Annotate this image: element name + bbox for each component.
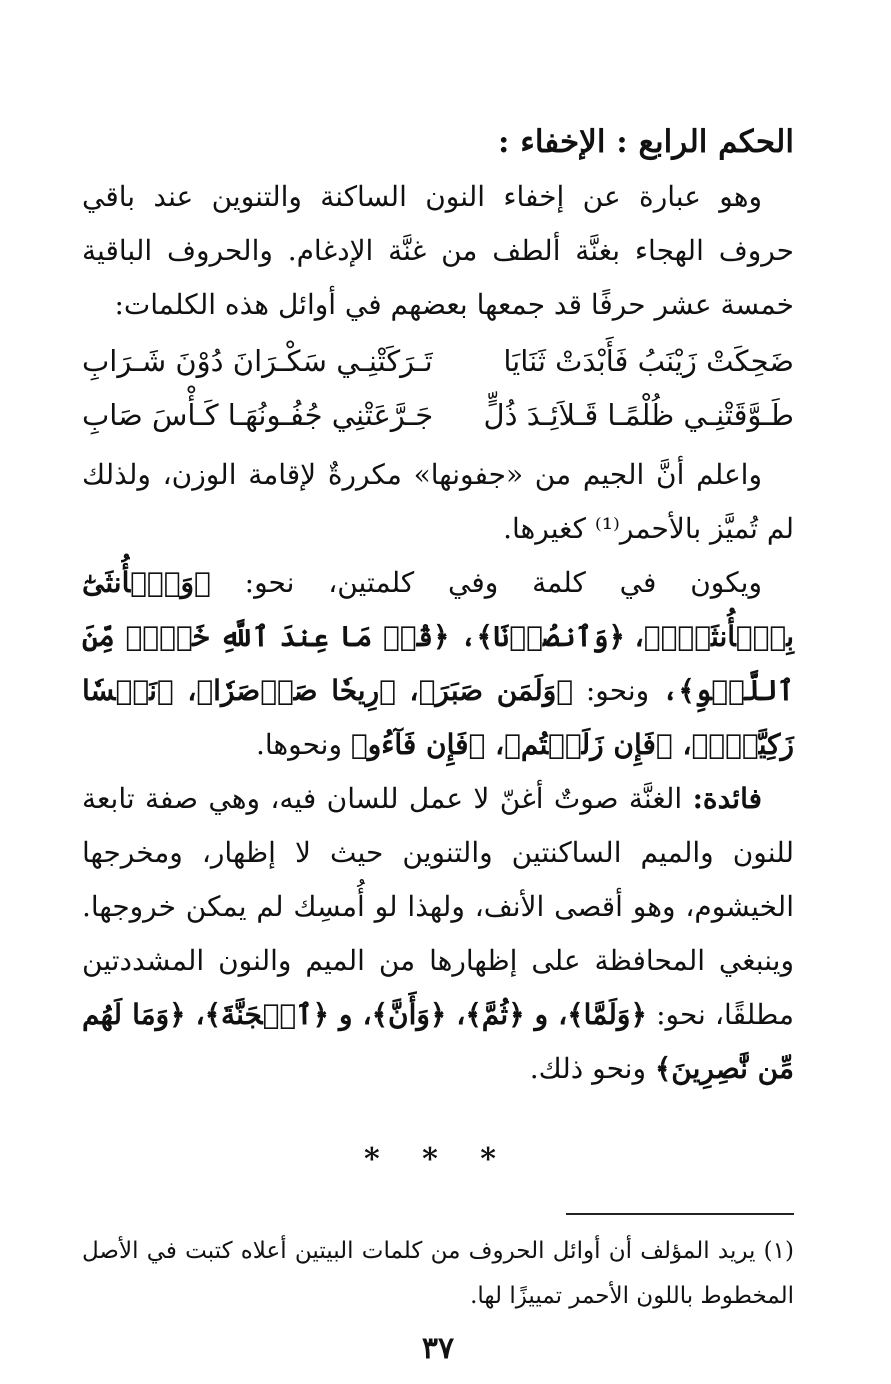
examples-end: ونحوها. bbox=[255, 728, 342, 761]
examples-paragraph bbox=[82, 556, 794, 772]
footnote: (١) يريد المؤلف أن أوائل الحروف من كلمات البيتين أعلاه كتبت في الأصل المخطوط باللون الأحمر تمييزًا لها. bbox=[82, 1238, 794, 1309]
faida-label: فائدة: bbox=[692, 782, 762, 815]
faida-quran-examples: ﴿وَلَمَّا﴾، و ﴿ثُمَّ﴾، ﴿وَأَنَّ﴾، و ﴿ٱلۡجَنَّةَ﴾، ﴿وَمَا لَهُم مِّن نَّٰصِرِينَ﴾ bbox=[82, 998, 794, 1085]
poem bbox=[82, 334, 794, 442]
poem-line-2-second-hemistich: جَـرَّعَتْنِي جُفُـونُهَـا كَـأْسَ صَابِ bbox=[82, 398, 434, 432]
book-page bbox=[82, 118, 795, 1366]
quran-example-1: ﴿وَٱلۡأُنثَىٰٓ بِٱلۡأُنثَىٰۚ﴾، bbox=[82, 566, 794, 653]
section-separator: * * * bbox=[364, 1142, 512, 1177]
examples-connector: ونحو: bbox=[585, 674, 650, 707]
poem-line-1-first-hemistich: ضَحِكَتْ زَيْنَبُ فَأَبْدَتْ ثَنَايَا bbox=[503, 344, 794, 378]
section-heading: الحكم الرابع : الإخفاء : bbox=[498, 124, 794, 160]
faida-end: ونحو ذلك. bbox=[529, 1052, 646, 1085]
quran-example-3: ﴿وَلَمَن صَبَرَ﴾، ﴿رِيحٗا صَرۡصَرٗا﴾، ﴿نَفۡسٗا زَكِيَّةَۢ﴾، ﴿فَإِن زَلَلۡتُم﴾، ﴿فَإِن فَآءُو﴾ bbox=[82, 674, 794, 761]
poem-line-2 bbox=[82, 388, 794, 442]
jeem-note-paragraph: واعلم أنَّ الجيم من «جفونها» مكررةٌ لإقامة الوزن، ولذلك لم تُميَّز بالأحمر⁽¹⁾ كغيرها. bbox=[82, 458, 794, 545]
examples-lead: ويكون في كلمة وفي كلمتين، نحو: bbox=[244, 566, 762, 599]
quran-example-2: ﴿وَٱنصُرۡنَا﴾، ﴿قُلۡ مَا عِندَ ٱللَّهِ خَيۡرٞ مِّنَ ٱللَّهۡوِ﴾، bbox=[82, 620, 795, 707]
poem-line-1 bbox=[82, 334, 794, 388]
intro-paragraph: وهو عبارة عن إخفاء النون الساكنة والتنوين عند باقي حروف الهجاء بغنَّة ألطف من غنَّة الإدغام. والحروف الباقية خمسة عشر حرفًا قد جمعها بعضهم في أوائل هذه الكلمات: bbox=[82, 180, 794, 321]
poem-line-2-first-hemistich: طَـوَّقَتْنِـي ظُلْمًـا قَـلاَئِـدَ ذُلٍّ bbox=[483, 398, 794, 432]
poem-line-1-second-hemistich: تَـرَكَتْنِـي سَكْـرَانَ دُوْنَ شَـرَابِ bbox=[82, 344, 433, 378]
page-number: ٣٧ bbox=[421, 1331, 455, 1366]
faida-paragraph bbox=[82, 772, 794, 1096]
faida-text: الغنَّة صوتٌ أغنّ لا عمل للسان فيه، وهي صفة تابعة للنون والميم الساكنتين والتنوين حيث لا إظهار، ومخرجها الخيشوم، وهو أقصى الأنف، ولهذا لو أُمسِك لم يمكن خروجها. وينبغي المحافظة على إظهارها من الميم والنون المشددتين مطلقًا، نحو: bbox=[82, 782, 794, 1031]
footnote-divider bbox=[566, 1213, 794, 1215]
